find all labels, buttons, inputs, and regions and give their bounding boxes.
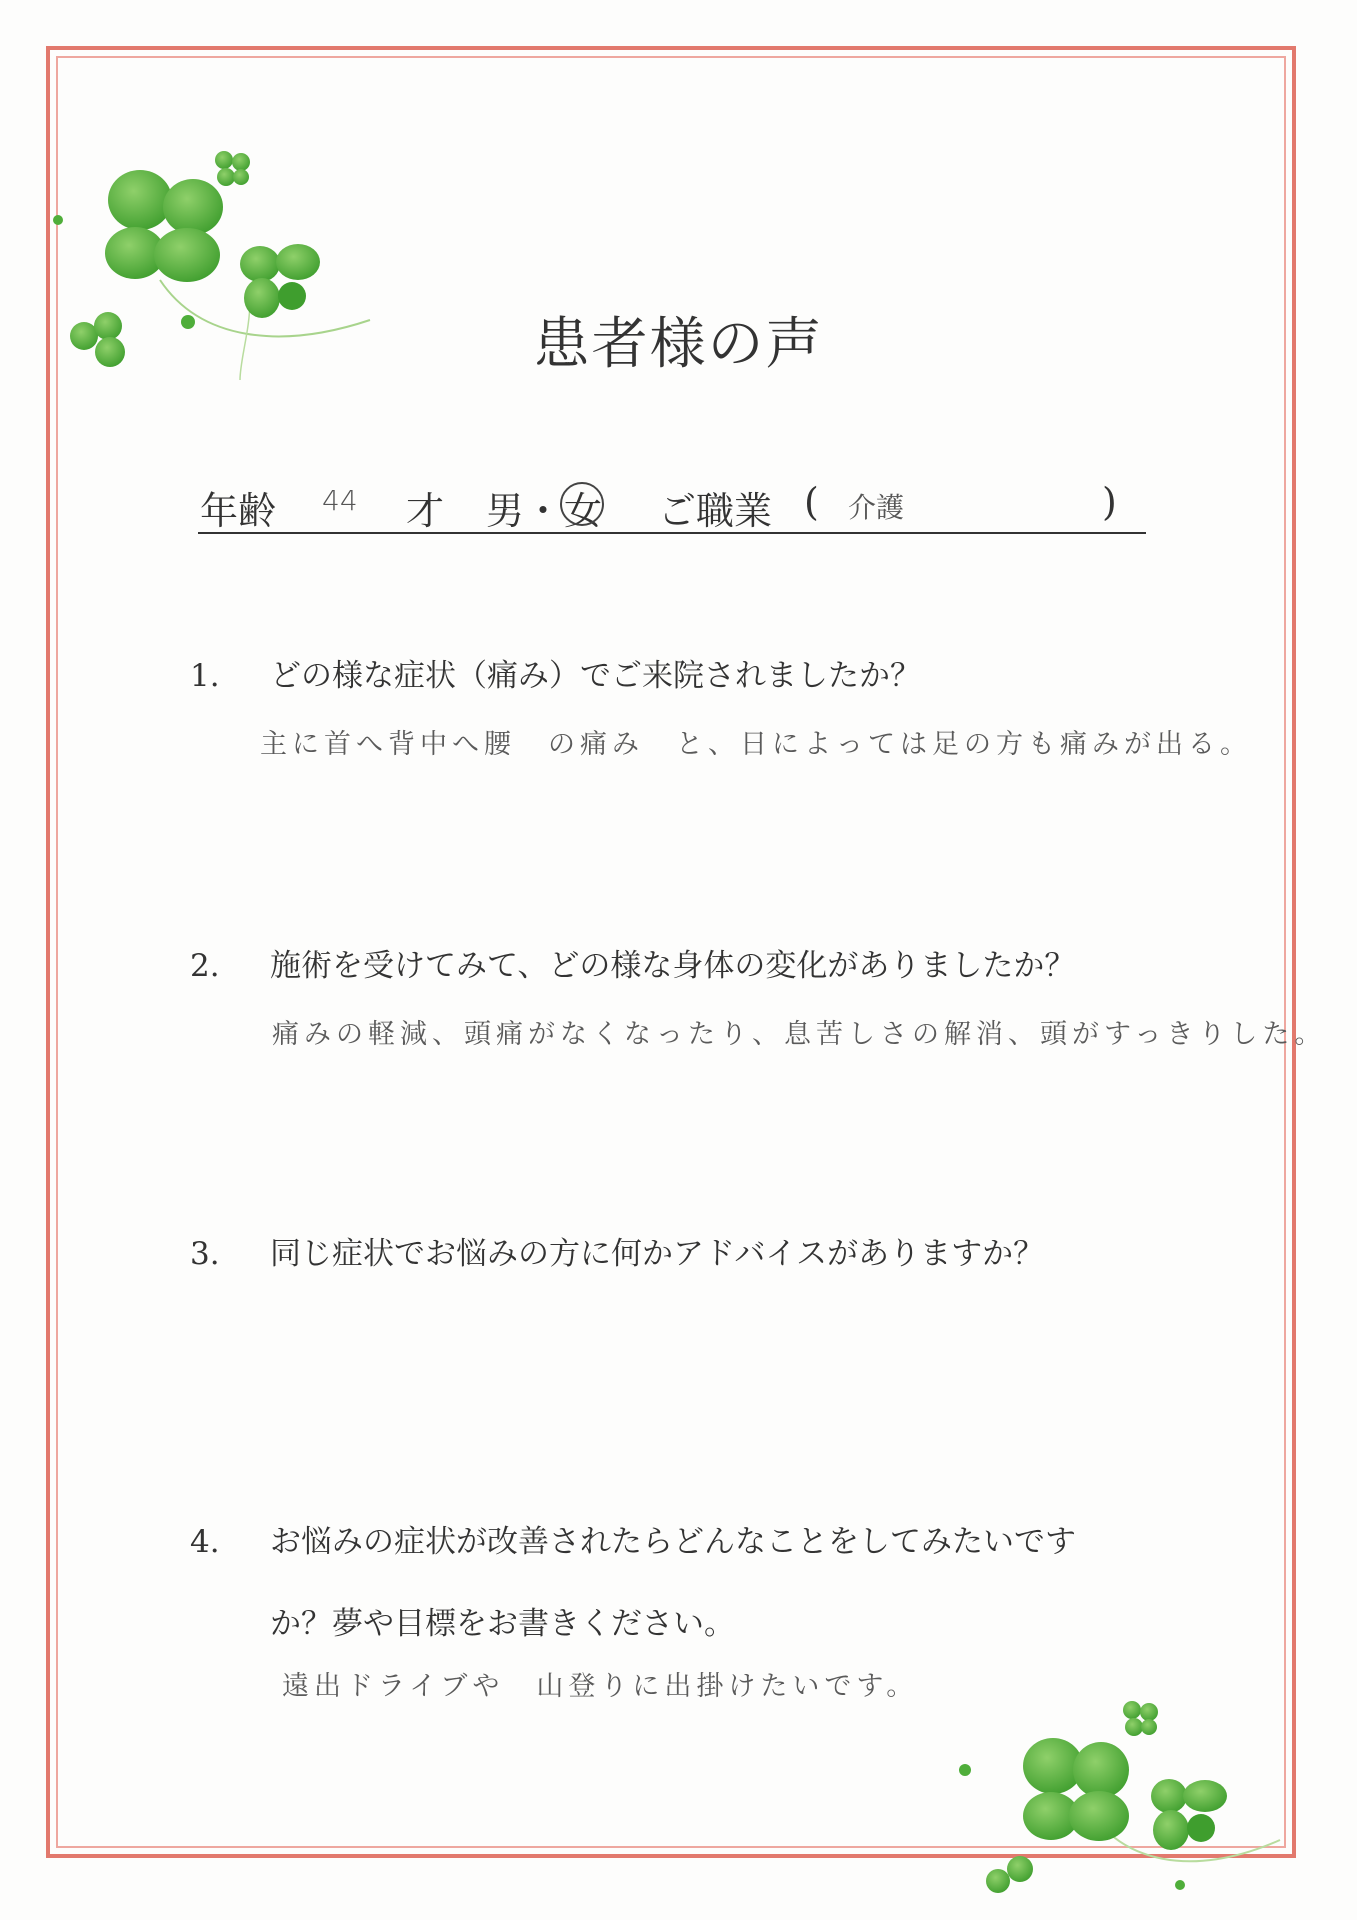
question-text: どの様な症状（痛み）でご来院されましたか？: [270, 658, 921, 694]
gender-female: 女: [564, 489, 603, 533]
clover-bottom-right-icon: [950, 1690, 1300, 1905]
question-text: 同じ症状でお悩みの方に何かアドバイスがありますか？: [270, 1236, 1045, 1272]
profile-line: [198, 474, 1146, 534]
question-3: [190, 1228, 1044, 1273]
answer-4: 遠出ドライブや 山登りに出掛けたいです。: [282, 1671, 919, 1702]
occupation-value: 介護: [848, 491, 905, 524]
answer-2: 痛みの軽減、頭痛がなくなったり、息苦しさの解消、頭がすっきりした。: [272, 1019, 1327, 1050]
gender-male: 男: [486, 489, 525, 533]
question-number: 2.: [190, 948, 220, 984]
occupation-paren-close: ): [1102, 480, 1117, 524]
age-unit: 才: [406, 489, 445, 533]
question-number: 1.: [190, 658, 220, 694]
question-4: [190, 1516, 1076, 1561]
question-2: [190, 940, 1075, 985]
occupation-paren-open: (: [804, 480, 819, 524]
question-number: 4.: [190, 1524, 220, 1560]
question-4-continued: か？夢や目標をお書きください。: [270, 1606, 735, 1642]
age-label: 年齢: [200, 489, 277, 533]
gender-selected-circle: [560, 482, 604, 526]
question-text: お悩みの症状が改善されたらどんなことをしてみたいです: [270, 1524, 1076, 1560]
question-1: [190, 650, 921, 695]
age-value: 44: [322, 484, 358, 517]
answer-1: 主に首へ背中へ腰 の痛み と、日によっては足の方も痛みが出る。: [260, 729, 1252, 760]
occupation-label: ご職業: [658, 489, 773, 533]
question-text: 施術を受けてみて、どの様な身体の変化がありましたか？: [270, 948, 1076, 984]
question-number: 3.: [190, 1236, 220, 1272]
gender-separator: ・: [524, 489, 563, 533]
page-title: 患者様の声: [533, 312, 824, 377]
